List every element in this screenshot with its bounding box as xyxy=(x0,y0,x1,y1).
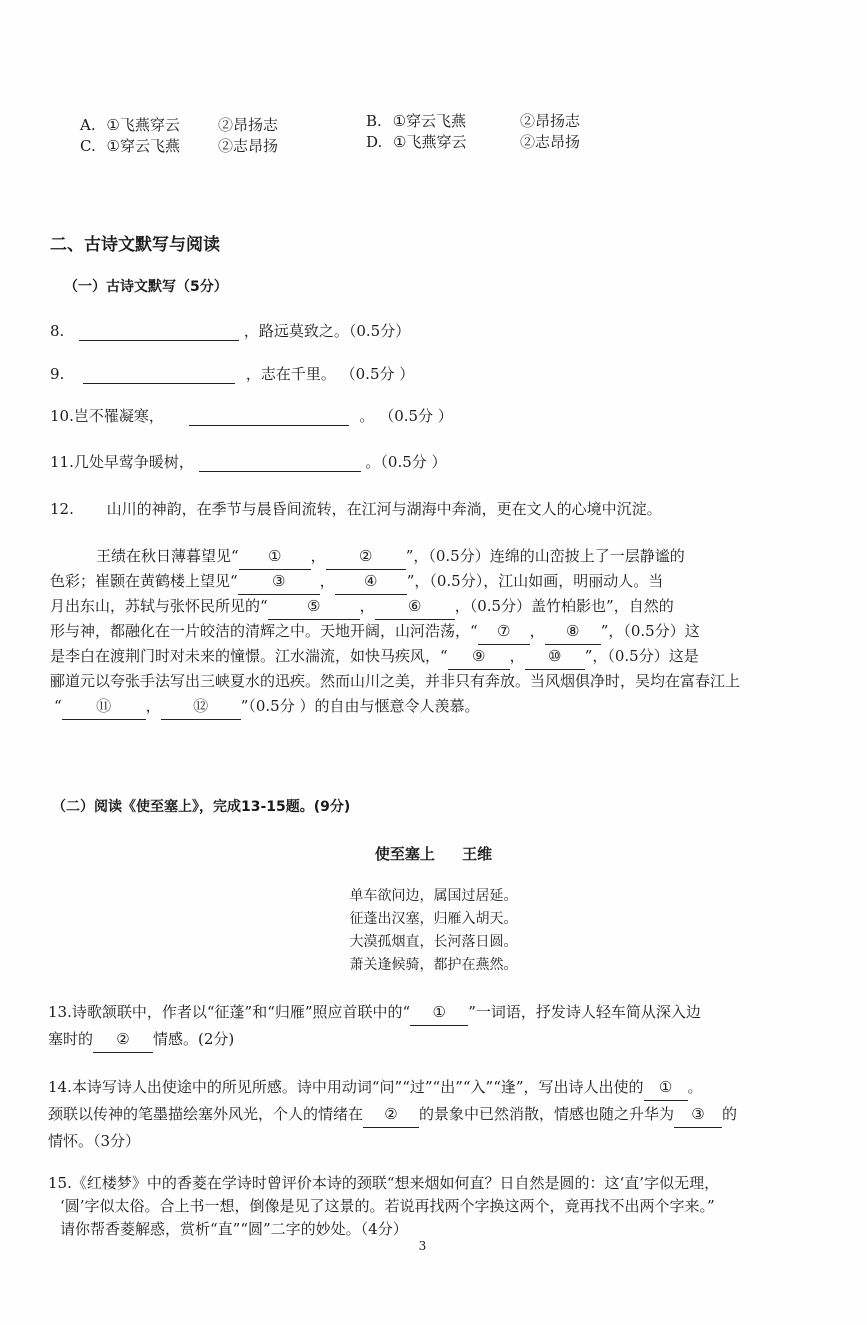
option-c xyxy=(80,135,279,156)
question-text: ”一词语，抒发诗人轻车简从深入边 xyxy=(468,1003,701,1021)
passage-text: 王绩在秋日薄暮望见“ xyxy=(96,547,239,565)
option-part1: ①飞燕穿云 xyxy=(393,133,467,151)
passage-text: 形与神，都融化在一片皎洁的清辉之中。天地开阔，山河浩荡，“ xyxy=(50,622,478,640)
question-text: 山川的神韵，在季节与晨昏间流转，在江河与湖海中奔淌，更在文人的心境中沉淀。 xyxy=(106,500,662,518)
blank-8[interactable]: ⑧ xyxy=(545,619,601,645)
poem-line: 大漠孤烟直，长河落日圆。 xyxy=(349,934,518,950)
poem-title: 使至塞上 xyxy=(374,845,435,863)
answer-blank[interactable] xyxy=(83,365,235,384)
question-text: 。（0.5分 ） xyxy=(365,453,447,471)
passage-text: ， xyxy=(509,647,525,665)
option-part1: ①穿云飞燕 xyxy=(106,137,180,155)
blank-2[interactable]: ② xyxy=(93,1027,153,1053)
option-part2: ②志昂扬 xyxy=(218,137,279,155)
q14-line-3: 情怀。（3分） xyxy=(48,1132,141,1150)
blank-2[interactable]: ② xyxy=(363,1102,419,1128)
passage-text: ， xyxy=(145,697,161,715)
question-12-intro xyxy=(50,497,662,522)
question-text: 塞时的 xyxy=(48,1030,94,1048)
option-letter: D. xyxy=(366,133,383,151)
question-text: ，志在千里。 （0.5分 ） xyxy=(245,365,415,383)
question-number: 9. xyxy=(50,365,65,383)
passage-text: ”，（0.5分）连绵的山峦披上了一层静谧的 xyxy=(405,547,685,565)
answer-blank[interactable] xyxy=(79,322,239,341)
option-part2: ②昂扬志 xyxy=(218,116,279,134)
passage-text: ， xyxy=(529,622,545,640)
question-text: ，路远莫致之。（0.5分） xyxy=(243,322,411,340)
blank-7[interactable]: ⑦ xyxy=(478,619,530,645)
passage-text: ，（0.5分）盖竹柏影也”，自然的 xyxy=(454,597,674,615)
passage-text: ， xyxy=(319,572,335,590)
passage-text: ”（0.5分 ）的自由与惬意令人羡慕。 xyxy=(240,697,480,715)
blank-1[interactable]: ① xyxy=(410,1000,468,1026)
question-text: 。 xyxy=(687,1078,703,1096)
passage-text: “ xyxy=(54,697,62,715)
passage-text: 月出东山，苏轼与张怀民所见的“ xyxy=(50,597,268,615)
blank-3[interactable]: ③ xyxy=(674,1102,722,1128)
blank-9[interactable]: ⑨ xyxy=(448,644,510,670)
option-part2: ②昂扬志 xyxy=(520,112,581,130)
blank-11[interactable]: ⑪ xyxy=(62,694,146,720)
passage-text: ”，（0.5分），江山如画，明丽动人。当 xyxy=(406,572,664,590)
option-letter: B. xyxy=(366,112,382,130)
page-number: 3 xyxy=(418,1239,427,1253)
passage-text: 是李白在渡荆门时对未来的憧憬。江水湍流，如快马疾风，“ xyxy=(50,647,448,665)
q14-line-2 xyxy=(48,1102,737,1128)
passage-text: ”，（0.5分）这是 xyxy=(584,647,699,665)
blank-1[interactable]: ① xyxy=(239,544,311,570)
option-letter: C. xyxy=(80,137,96,155)
answer-blank[interactable] xyxy=(189,407,349,426)
poem-line: 征蓬出汉塞，归雁入胡天。 xyxy=(349,911,518,927)
q13-line-1 xyxy=(48,1000,701,1026)
option-part1: ①穿云飞燕 xyxy=(392,112,467,130)
blank-12[interactable]: ⑫ xyxy=(161,694,241,720)
q15-line-2: ‘圆’字似太俗。合上书一想，倒像是见了这景的。若说再找两个字换这两个，竟再找不出两个字来。” xyxy=(60,1197,715,1215)
part2-title: （二）阅读《使至塞上》，完成13-15题。(9分) xyxy=(52,799,351,815)
q15-line-1: 15.《红楼梦》中的香菱在学诗时曾评价本诗的颈联“想来烟如何直？日自然是圆的：这‘直’字似无理， xyxy=(48,1174,720,1192)
question-8 xyxy=(50,320,410,341)
q13-line-2 xyxy=(48,1027,234,1053)
q12-line-6: 郦道元以夸张手法写出三峡夏水的迅疾。然而山川之美，并非只有奔放。当风烟俱净时，吴均在富春江上 xyxy=(50,672,741,690)
part1-title: （一）古诗文默写（5分） xyxy=(64,279,228,295)
q12-line-5 xyxy=(50,644,699,670)
blank-1[interactable]: ① xyxy=(644,1075,688,1101)
poem-author: 王维 xyxy=(462,845,493,863)
q12-line-3 xyxy=(50,594,674,620)
answer-blank[interactable] xyxy=(199,453,361,472)
blank-5[interactable]: ⑤ xyxy=(268,594,360,620)
question-9 xyxy=(50,363,414,384)
question-number: 8. xyxy=(50,322,65,340)
blank-3[interactable]: ③ xyxy=(238,569,320,595)
blank-10[interactable]: ⑩ xyxy=(525,644,585,670)
option-part2: ②志昂扬 xyxy=(520,133,581,151)
option-a xyxy=(80,114,279,135)
q15-line-3: 请你帮香菱解惑，赏析“直”“圆”二字的妙处。（4分） xyxy=(60,1220,408,1238)
poem-line: 萧关逢候骑，都护在燕然。 xyxy=(349,957,518,973)
question-text: 13.诗歌颔联中，作者以“征蓬”和“归雁”照应首联中的“ xyxy=(48,1003,411,1021)
question-text: 情感。(2分) xyxy=(153,1030,235,1048)
q12-line-1 xyxy=(96,544,685,570)
q14-line-1 xyxy=(48,1075,703,1101)
blank-2[interactable]: ② xyxy=(326,544,406,570)
poem-line: 单车欲问边，属国过居延。 xyxy=(349,888,518,904)
option-letter: A. xyxy=(80,116,96,134)
q12-line-2 xyxy=(50,569,663,595)
question-prefix: 10.岂不罹凝寒， xyxy=(50,407,164,425)
question-text: 。 （0.5分 ） xyxy=(359,407,453,425)
option-d xyxy=(366,131,581,152)
poem-heading xyxy=(0,843,867,864)
question-11 xyxy=(50,451,447,472)
passage-text: ， xyxy=(359,597,375,615)
section-title: 二、古诗文默写与阅读 xyxy=(50,235,220,255)
option-b xyxy=(366,110,581,131)
passage-text: ， xyxy=(310,547,326,565)
question-text: 的 xyxy=(722,1105,738,1123)
passage-text: 色彩；崔颢在黄鹤楼上望见“ xyxy=(50,572,238,590)
question-10 xyxy=(50,405,453,426)
question-text: 颈联以传神的笔墨描绘塞外风光，个人的情绪在 xyxy=(48,1105,364,1123)
blank-6[interactable]: ⑥ xyxy=(375,594,455,620)
blank-4[interactable]: ④ xyxy=(335,569,407,595)
passage-text: ”，（0.5分）这 xyxy=(600,622,700,640)
q12-line-4 xyxy=(50,619,700,645)
option-part1: ①飞燕穿云 xyxy=(106,116,180,134)
question-text: 的景象中已然消散，情感也随之升华为 xyxy=(419,1105,675,1123)
question-prefix: 11.几处早莺争暖树， xyxy=(50,453,194,471)
question-number: 12. xyxy=(50,500,74,518)
question-text: 14.本诗写诗人出使途中的所见所感。诗中用动词“问”“过”“出”“入”“逢”，写出诗人出使的 xyxy=(48,1078,644,1096)
q12-line-7 xyxy=(54,694,479,720)
